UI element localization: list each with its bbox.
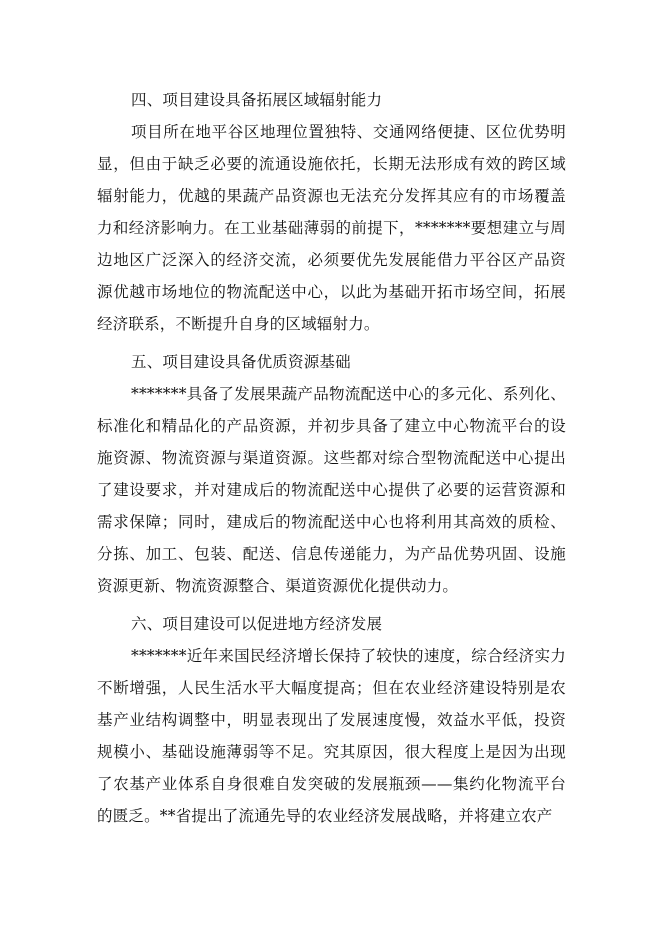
section-paragraph-6: *******近年来国民经济增长保持了较快的速度，综合经济实力不断增强，人民生活水平大幅度提高；但在农业经济建设特别是农基产业结构调整中，明显表现出了发展速度慢，效益水平低，投资规模小、基础设施薄弱等不足。究其原因，很大程度上是因为出现了农基产业体系自身很难自发突破的发展瓶颈——集约化物流平台的匮乏。**省提出了流通先导的农业经济发展战略，并将建立农产 — [97, 647, 566, 825]
section-heading-6: 六、项目建设可以促进地方经济发展 — [131, 615, 383, 633]
section-heading-4: 四、项目建设具备拓展区域辐射能力 — [131, 91, 383, 109]
section-paragraph-5: *******具备了发展果蔬产品物流配送中心的多元化、系列化、标准化和精品化的产品资源，并初步具备了建立中心物流平台的设施资源、物流资源与渠道资源。这些都对综合型物流配送中心提出了建设要求，并对建成后的物流配送中心提供了必要的运营资源和需求保障；同时，建成后的物流配送中心也将利用其高效的质检、分拣、加工、包装、配送、信息传递能力，为产品优势巩固、设施资源更新、物流资源整合、渠道资源优化提供动力。 — [97, 385, 566, 595]
section-heading-5: 五、项目建设具备优质资源基础 — [131, 353, 351, 371]
section-paragraph-4: 项目所在地平谷区地理位置独特、交通网络便捷、区位优势明显，但由于缺乏必要的流通设施依托，长期无法形成有效的跨区域辐射能力，优越的果蔬产品资源也无法充分发挥其应有的市场覆盖力和经济影响力。在工业基础薄弱的前提下，*******要想建立与周边地区广泛深入的经济交流，必须要优先发展能借力平谷区产品资源优越市场地位的物流配送中心，以此为基础开拓市场空间，拓展经济联系，不断提升自身的区域辐射力。 — [97, 123, 566, 333]
